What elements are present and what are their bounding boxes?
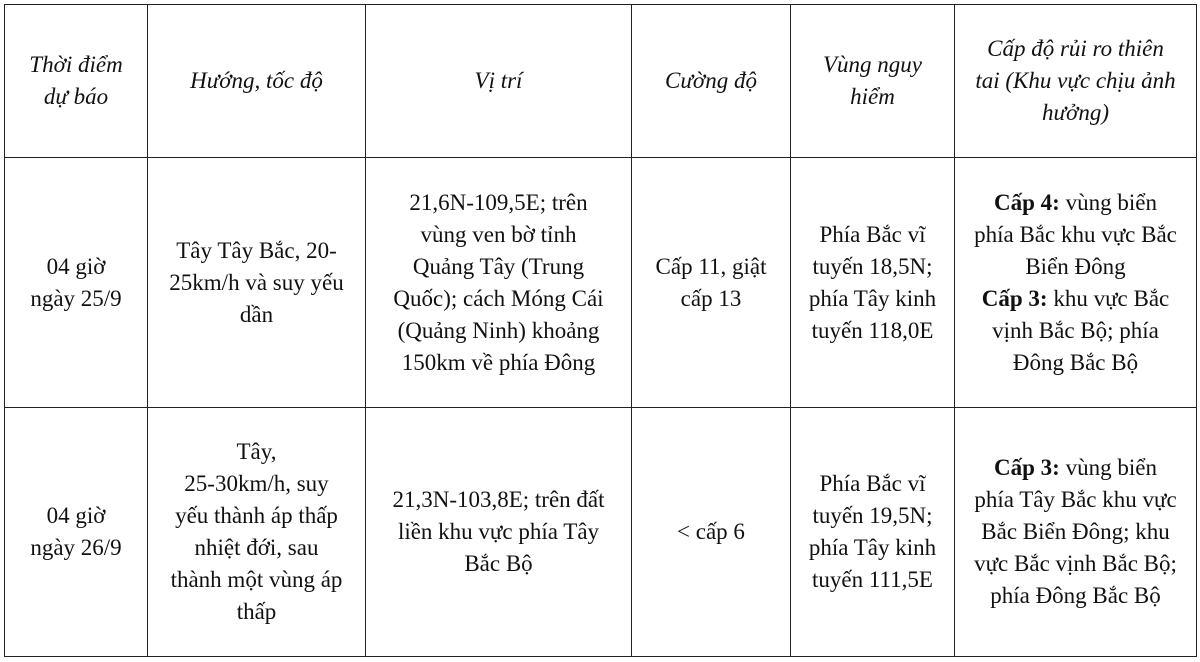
header-line: Hướng, tốc độ bbox=[190, 68, 323, 93]
cell-intensity bbox=[632, 158, 791, 408]
header-row bbox=[5, 5, 1197, 158]
cell-line: (Quảng Ninh) khoảng bbox=[397, 317, 600, 343]
cell-line: Quốc); cách Móng Cái bbox=[393, 285, 604, 311]
cell-line: ngày 26/9 bbox=[30, 535, 122, 560]
header-line: dự báo bbox=[43, 84, 109, 109]
cell-direction-speed bbox=[148, 408, 366, 657]
risk-line bbox=[961, 452, 1190, 484]
header-line: Vùng nguy bbox=[822, 52, 922, 77]
cell-direction-speed bbox=[148, 158, 366, 408]
cell-line: Phía Bắc vĩ bbox=[819, 471, 926, 496]
cell-line: 04 giờ bbox=[46, 253, 106, 279]
cell-line: thấp bbox=[236, 599, 277, 624]
header-danger-zone bbox=[791, 5, 955, 158]
cell-line: Bắc Bộ bbox=[464, 551, 533, 576]
risk-level-label: Cấp 3: bbox=[994, 455, 1060, 480]
risk-level-label: Cấp 4: bbox=[994, 189, 1060, 215]
cell-line: thành một vùng áp bbox=[170, 567, 343, 592]
header-line: hưởng) bbox=[1042, 100, 1109, 125]
cell-line: ngày 25/9 bbox=[30, 285, 122, 311]
table-row bbox=[5, 158, 1197, 408]
cell-risk-level bbox=[955, 408, 1197, 657]
header-line: Thời điểm bbox=[29, 52, 123, 77]
risk-line-text: khu vực Bắc bbox=[1047, 285, 1170, 311]
cell-line: 21,6N-109,5E; trên bbox=[409, 189, 588, 215]
header-direction-speed bbox=[148, 5, 366, 158]
table-row bbox=[5, 408, 1197, 657]
risk-line: vực Bắc vịnh Bắc Bộ; bbox=[974, 551, 1177, 576]
header-line: Cấp độ rủi ro thiên bbox=[987, 36, 1164, 61]
cell-line: dần bbox=[239, 301, 274, 327]
cell-line: nhiệt đới, sau bbox=[194, 535, 319, 560]
cell-line: vùng ven bờ tỉnh bbox=[420, 221, 577, 247]
cell-line: 25-30km/h, suy bbox=[184, 471, 329, 496]
risk-line bbox=[961, 283, 1190, 315]
cell-position bbox=[366, 408, 632, 657]
header-line: hiểm bbox=[850, 84, 895, 109]
cell-line: yếu thành áp thấp bbox=[175, 503, 338, 528]
risk-line: phía Bắc khu vực Bắc bbox=[974, 221, 1177, 247]
risk-level-label: Cấp 3: bbox=[981, 285, 1048, 311]
cell-line: Phía Bắc vĩ bbox=[819, 221, 926, 247]
cell-line: Cấp 11, giật bbox=[655, 253, 767, 279]
cell-line: tuyến 18,5N; bbox=[812, 253, 933, 279]
risk-line: Biển Đông bbox=[1025, 253, 1126, 279]
cell-risk-level bbox=[955, 158, 1197, 408]
cell-line: Tây Tây Bắc, 20- bbox=[176, 237, 337, 263]
storm-forecast-table bbox=[4, 4, 1197, 657]
cell-line: < cấp 6 bbox=[677, 519, 745, 544]
cell-line: phía Tây kinh bbox=[808, 285, 937, 311]
risk-line: phía Đông Bắc Bộ bbox=[990, 583, 1161, 608]
cell-danger-zone bbox=[791, 158, 955, 408]
risk-line: Bắc Biển Đông; khu bbox=[981, 519, 1170, 544]
cell-line: phía Tây kinh bbox=[808, 535, 937, 560]
header-intensity bbox=[632, 5, 791, 158]
risk-line bbox=[961, 187, 1190, 219]
cell-position bbox=[366, 158, 632, 408]
header-line: Vị trí bbox=[474, 68, 523, 93]
cell-line: liền khu vực phía Tây bbox=[397, 519, 600, 544]
cell-line: 150km về phía Đông bbox=[401, 349, 596, 375]
header-risk-level bbox=[955, 5, 1197, 158]
risk-line-text: vùng biển bbox=[1059, 189, 1157, 215]
cell-line: Tây, bbox=[236, 439, 277, 464]
risk-line: Đông Bắc Bộ bbox=[1012, 349, 1139, 375]
cell-line: 04 giờ bbox=[46, 503, 106, 528]
header-position bbox=[366, 5, 632, 158]
cell-forecast-time bbox=[5, 158, 148, 408]
cell-forecast-time bbox=[5, 408, 148, 657]
cell-intensity bbox=[632, 408, 791, 657]
cell-line: tuyến 111,5E bbox=[812, 567, 933, 592]
cell-line: 25km/h và suy yếu bbox=[169, 269, 344, 295]
header-line: Cường độ bbox=[665, 68, 757, 93]
cell-line: tuyến 118,0E bbox=[811, 317, 934, 343]
header-line: tai (Khu vực chịu ảnh bbox=[975, 68, 1176, 93]
cell-line: cấp 13 bbox=[680, 285, 742, 311]
cell-line: Quảng Tây (Trung bbox=[412, 253, 585, 279]
cell-line: tuyến 19,5N; bbox=[812, 503, 933, 528]
cell-danger-zone bbox=[791, 408, 955, 657]
cell-line: 21,3N-103,8E; trên đất bbox=[392, 487, 605, 512]
risk-line: phía Tây Bắc khu vực bbox=[974, 487, 1177, 512]
risk-line: vịnh Bắc Bộ; phía bbox=[992, 317, 1159, 343]
header-forecast-time bbox=[5, 5, 148, 158]
risk-line-text: vùng biển bbox=[1059, 455, 1157, 480]
